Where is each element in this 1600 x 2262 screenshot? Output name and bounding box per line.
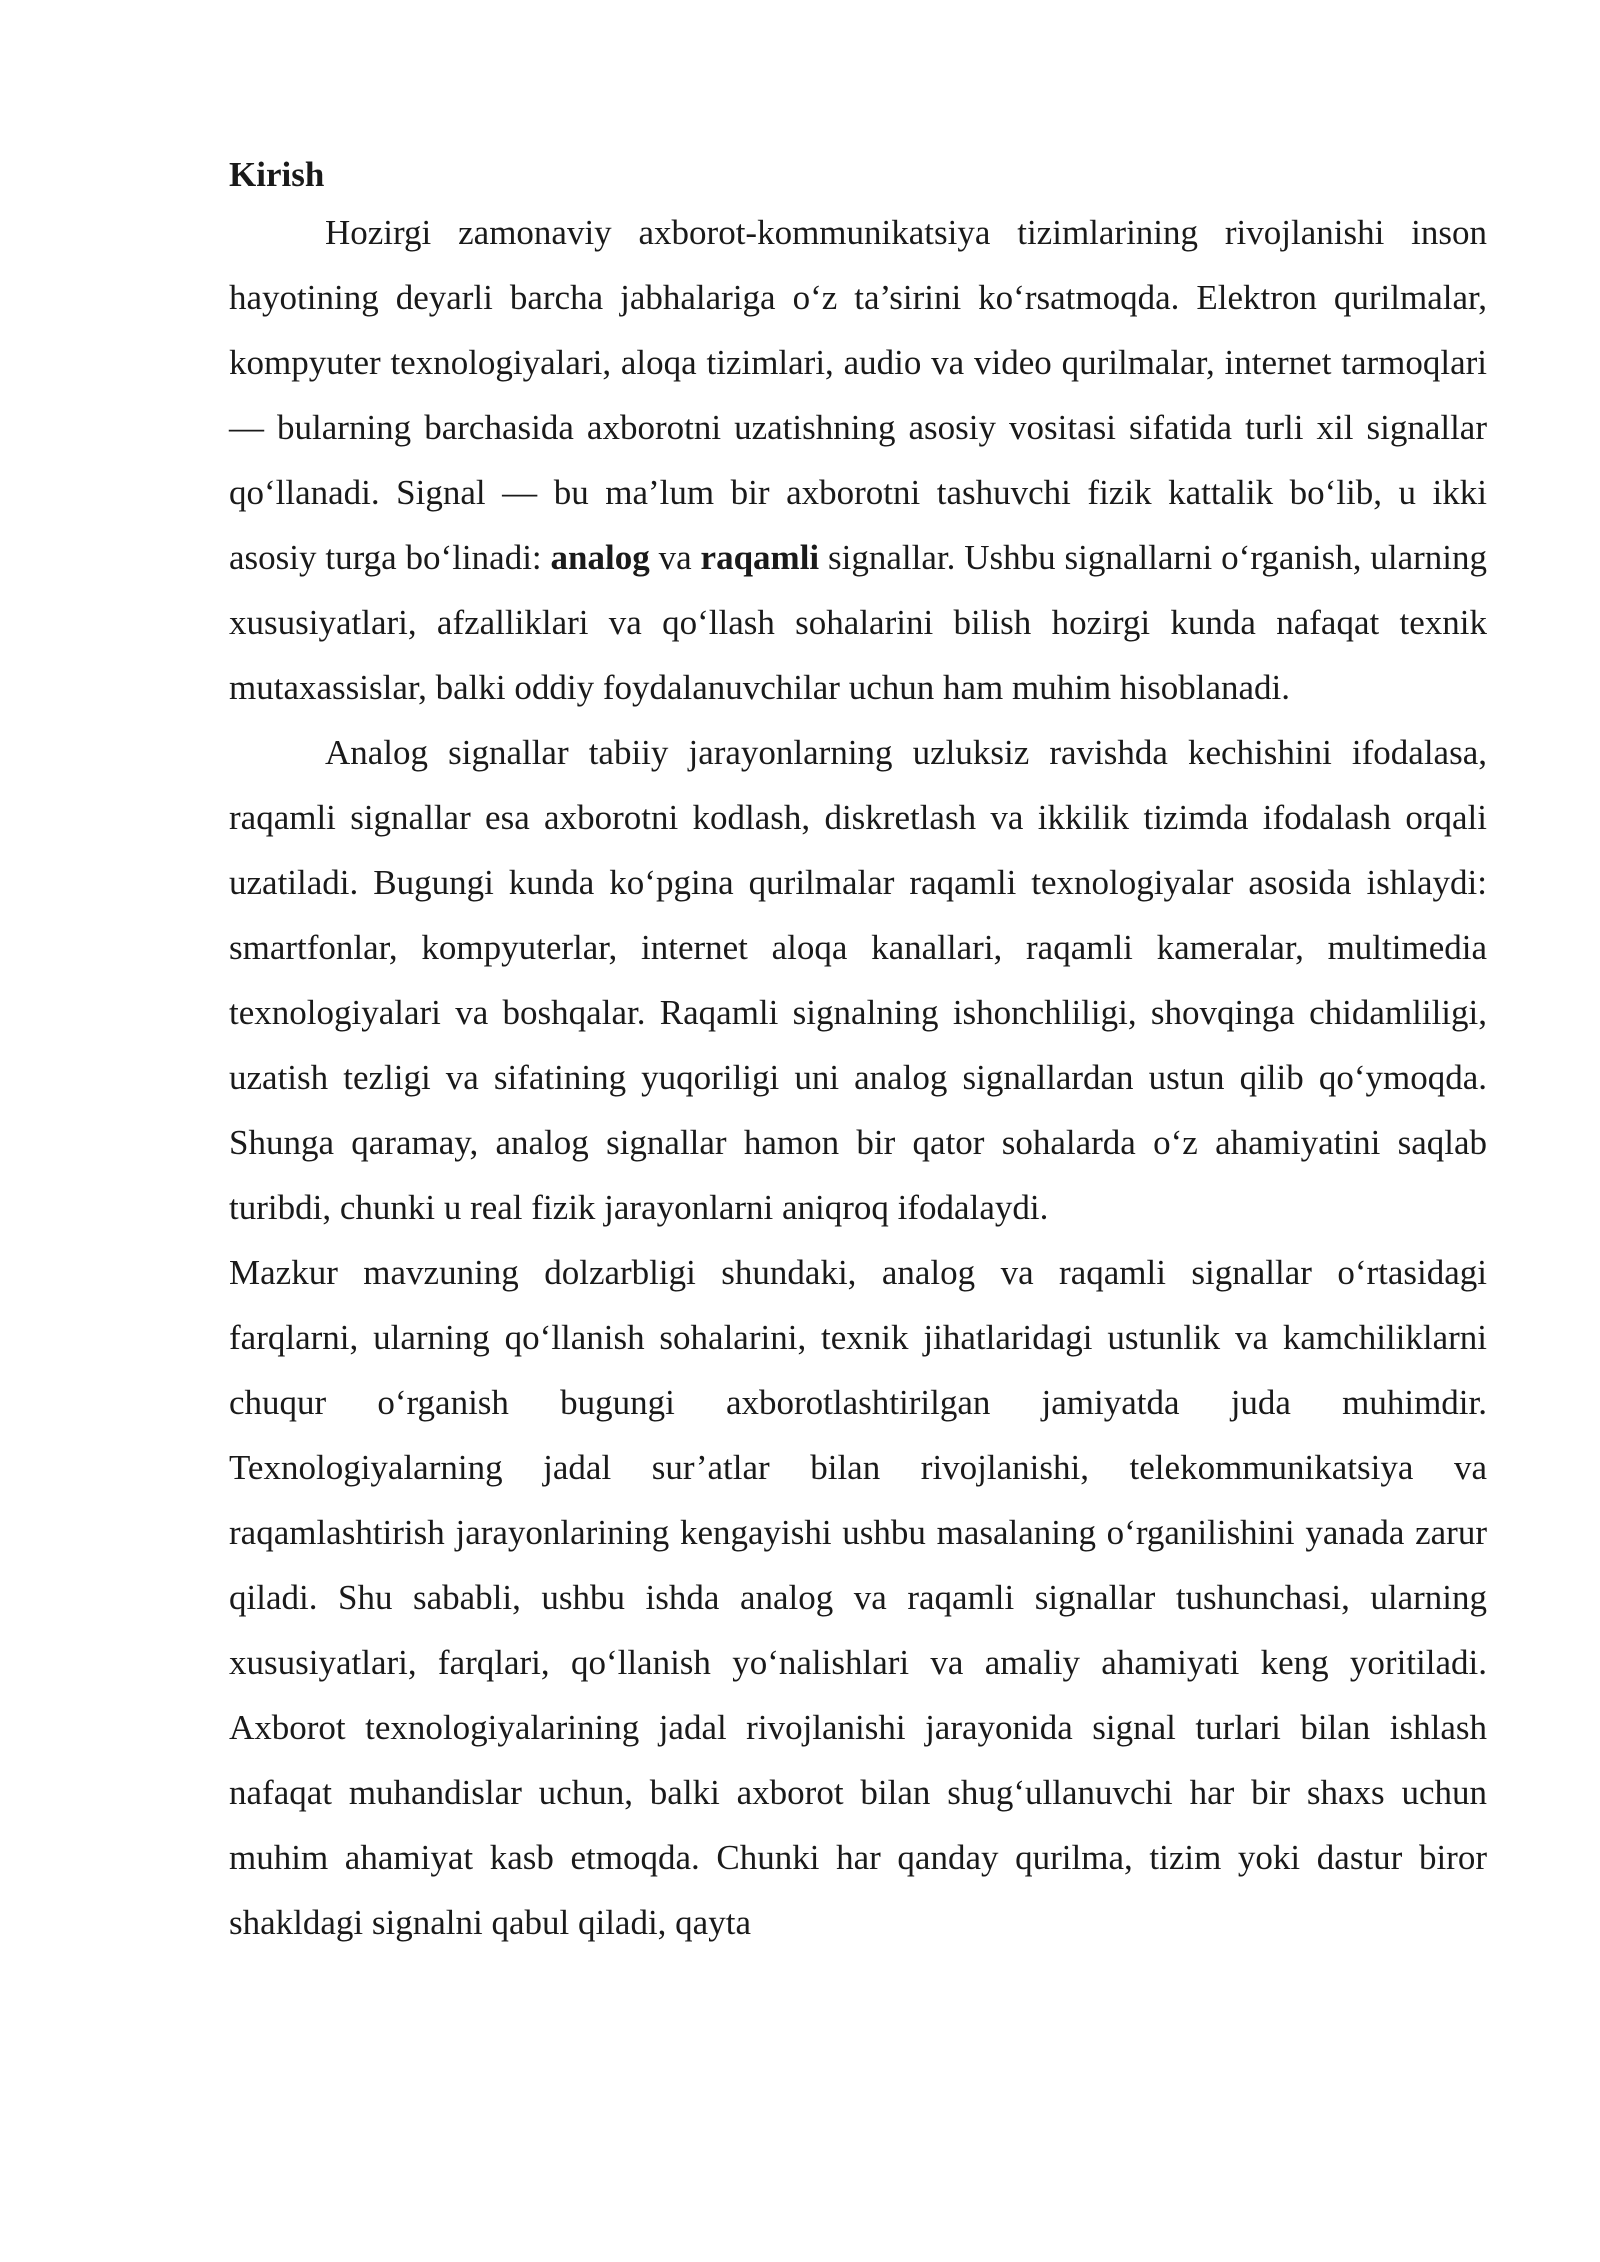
paragraph-1-text-c: signallar. Ushbu signallarni o‘rganish, ularning xususiyatlari, afzalliklari va qo‘llash sohalarini bilish hozirgi kunda nafaqat texnik mutaxassislar, balki oddiy foydalanuvchilar uchun ham muhim hisoblanadi. bbox=[229, 538, 1487, 707]
term-analog: analog bbox=[550, 538, 650, 577]
paragraph-2: Analog signallar tabiiy jarayonlarning uzluksiz ravishda kechishini ifodalasa, raqamli signallar esa axborotni kodlash, diskretlash va ikkilik tizimda ifodalash orqali uzatiladi. Bugungi kunda ko‘pgina qurilmalar raqamli texnologiyalar asosida ishlaydi: smartfonlar, kompyuterlar, internet aloqa kanallari, raqamli kameralar, multimedia texnologiyalari va boshqalar. Raqamli signalning ishonchliligi, shovqinga chidamliligi, uzatish tezligi va sifatining yuqoriligi uni analog signallardan ustun qilib qo‘ymoqda. Shunga qaramay, analog signallar hamon bir qator sohalarda o‘z ahamiyatini saqlab turibdi, chunki u real fizik jarayonlarni aniqroq ifodalaydi. bbox=[229, 733, 1487, 1227]
section-heading: Kirish bbox=[229, 155, 325, 194]
paragraph-1-text-b: va bbox=[649, 538, 701, 577]
document-page bbox=[229, 150, 1487, 1955]
paragraph-3: Mazkur mavzuning dolzarbligi shundaki, analog va raqamli signallar o‘rtasidagi farqlarni, ularning qo‘llanish sohalarini, texnik jihatlaridagi ustunlik va kamchiliklarni chuqur o‘rganish bugungi axborotlashtirilgan jamiyatda juda muhimdir. Texnologiyalarning jadal sur’atlar bilan rivojlanishi, telekommunikatsiya va raqamlashtirish jarayonlarining kengayishi ushbu masalaning o‘rganilishini yanada zarur qiladi. Shu sababli, ushbu ishda analog va raqamli signallar tushunchasi, ularning xususiyatlari, farqlari, qo‘llanish yo‘nalishlari va amaliy ahamiyati keng yoritiladi. Axborot texnologiyalarining jadal rivojlanishi jarayonida signal turlari bilan ishlash nafaqat muhandislar uchun, balki axborot bilan shug‘ullanuvchi har bir shaxs uchun muhim ahamiyat kasb etmoqda. Chunki har qanday qurilma, tizim yoki dastur biror shakldagi signalni qabul qiladi, qayta bbox=[229, 1253, 1487, 1942]
paragraph-1-text-a: Hozirgi zamonaviy axborot-kommunikatsiya tizimlarining rivojlanishi inson hayotining deyarli barcha jabhalariga o‘z ta’sirini ko‘rsatmoqda. Elektron qurilmalar, kompyuter texnologiyalari, aloqa tizimlari, audio va video qurilmalar, internet tarmoqlari — bularning barchasida axborotni uzatishning asosiy vositasi sifatida turli xil signallar qo‘llanadi. Signal — bu ma’lum bir axborotni tashuvchi fizik kattalik bo‘lib, u ikki asosiy turga bo‘linadi: bbox=[229, 213, 1487, 577]
paragraph-1 bbox=[229, 200, 1487, 720]
term-raqamli: raqamli bbox=[700, 538, 820, 577]
